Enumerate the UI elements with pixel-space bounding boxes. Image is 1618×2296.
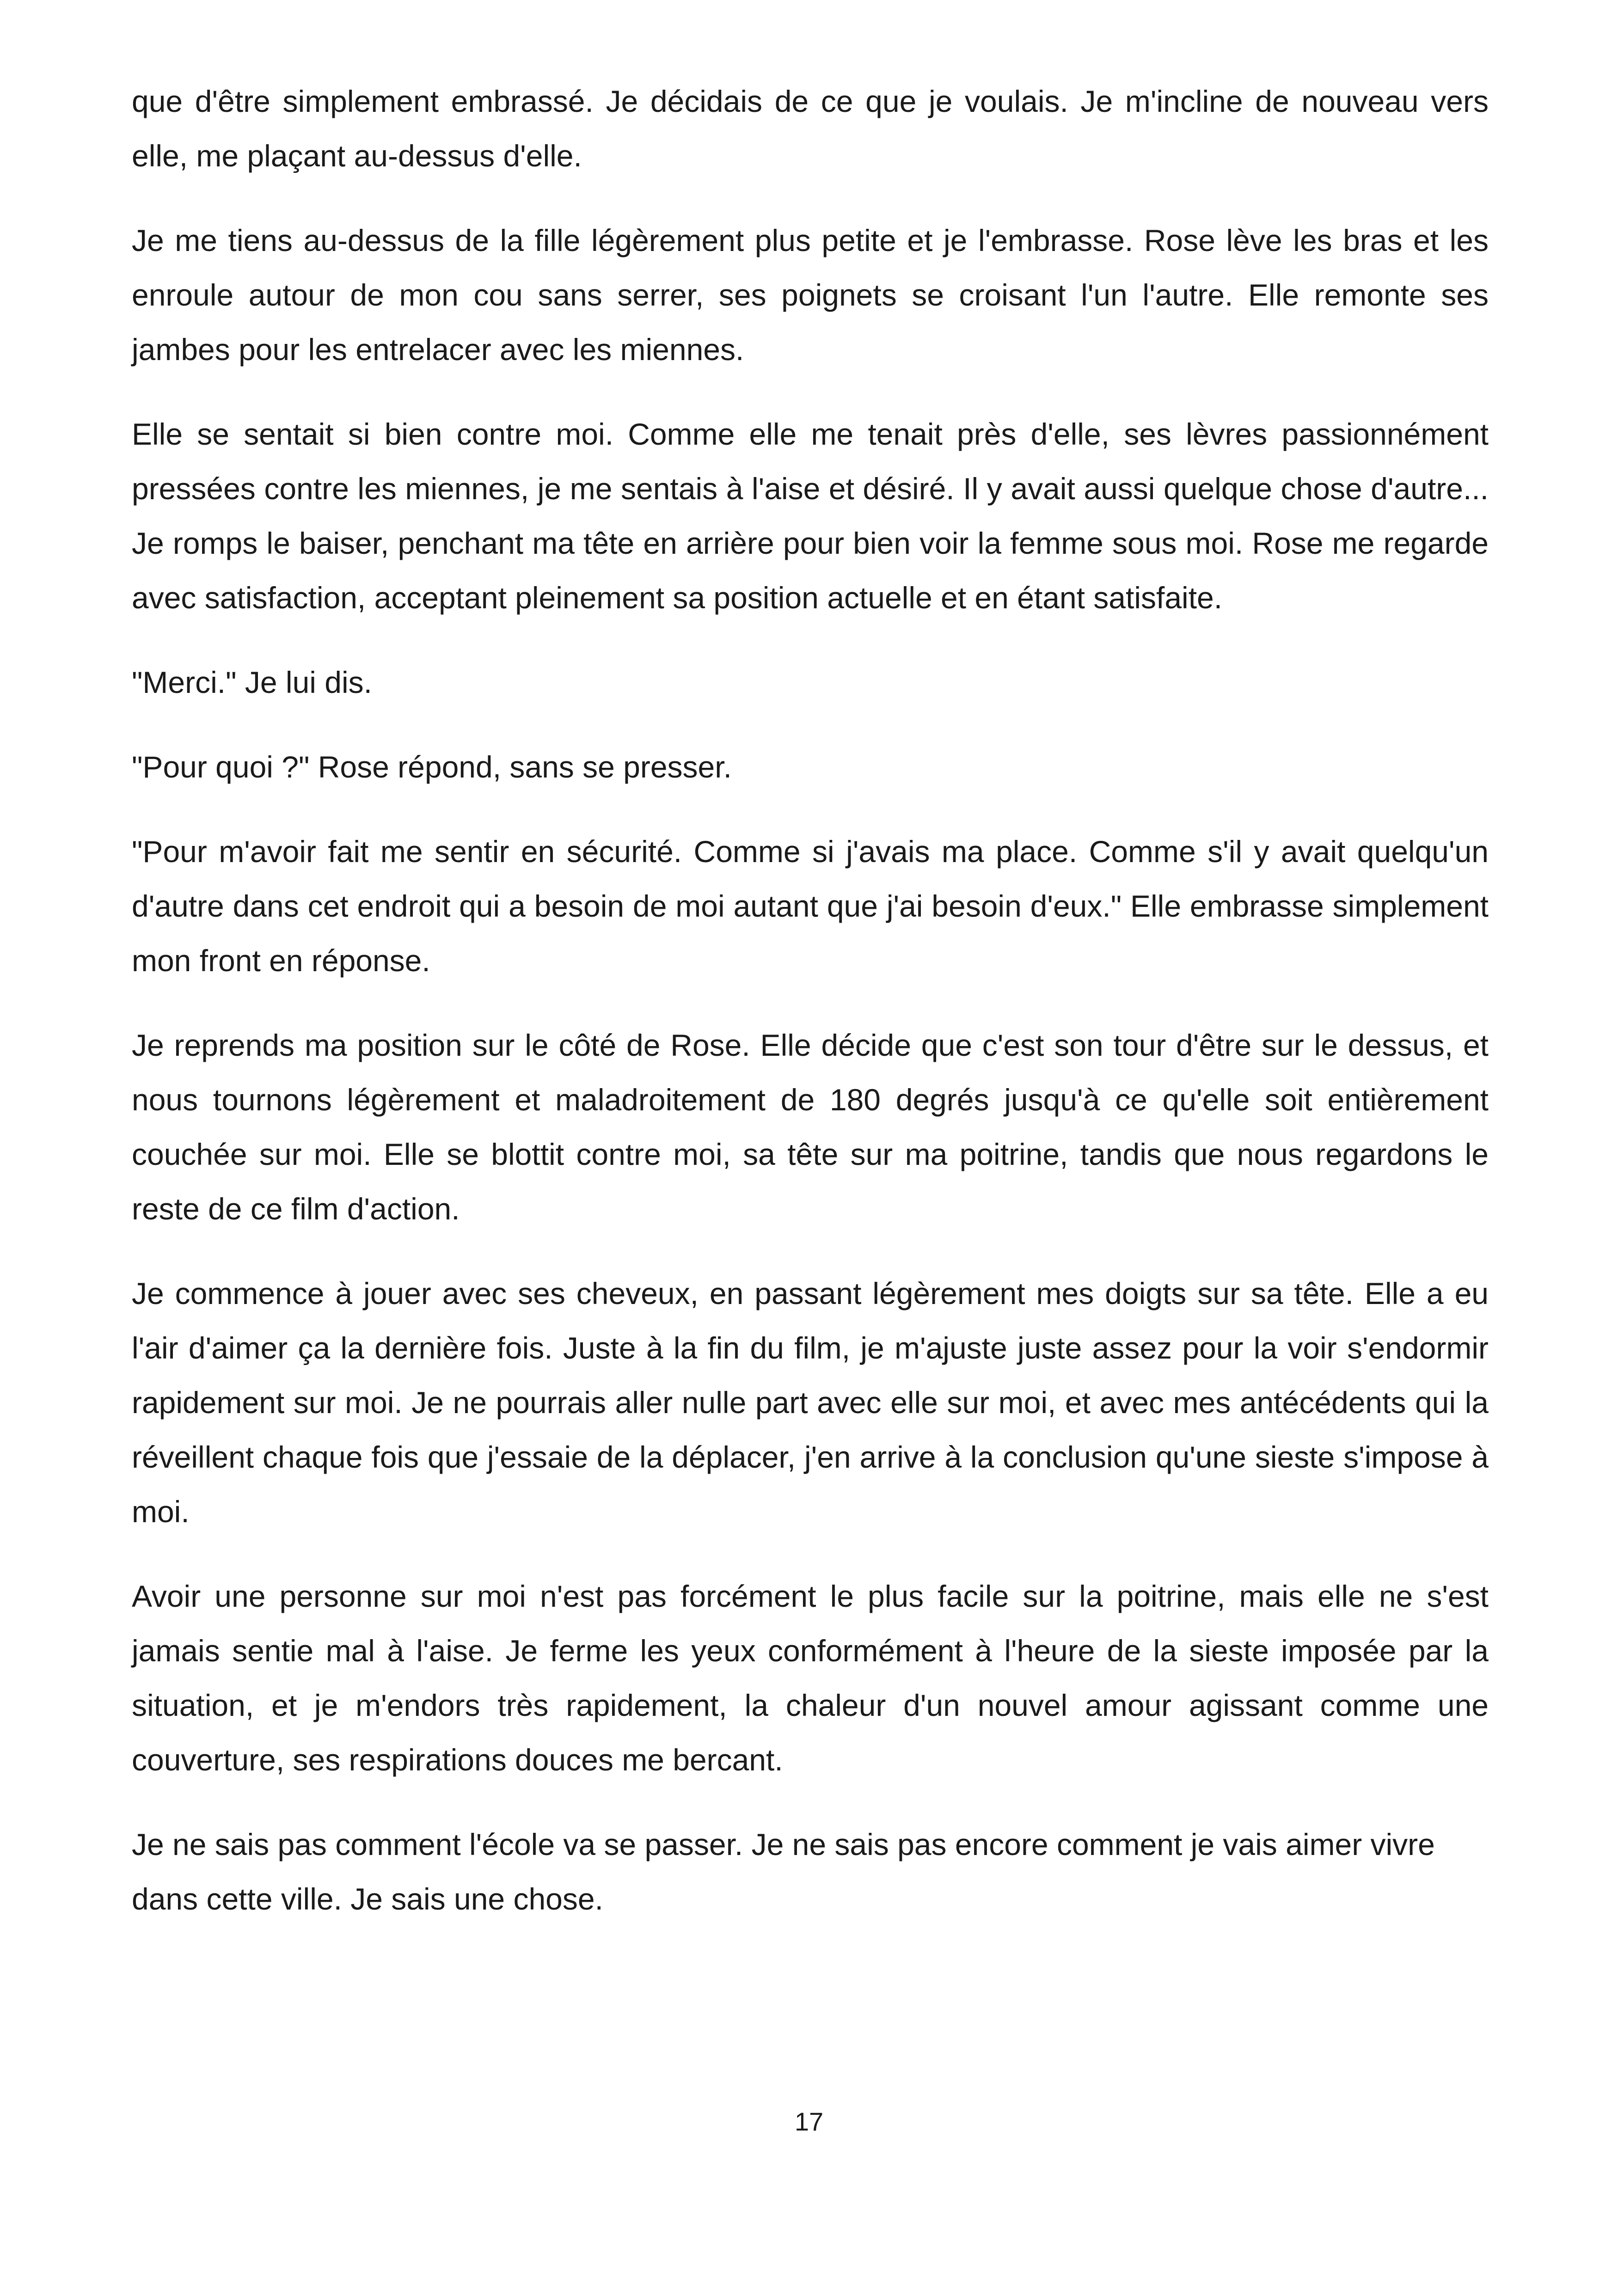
paragraph-7: Je reprends ma position sur le côté de Rose. Elle décide que c'est son tour d'être sur le dessus, et nous tournons légèrement et maladroitement de 180 degrés jusqu'à ce qu'elle soit entièrement couchée sur moi. Elle se blottit contre moi, sa tête sur ma poitrine, tandis que nous regardons le reste de ce film d'action. bbox=[132, 1028, 1489, 1226]
paragraph-1: que d'être simplement embrassé. Je décidais de ce que je voulais. Je m'incline de nouveau vers elle, me plaçant au-dessus d'elle. bbox=[132, 84, 1489, 173]
paragraph-4: "Merci." Je lui dis. bbox=[132, 665, 372, 699]
paragraph-3: Elle se sentait si bien contre moi. Comme elle me tenait près d'elle, ses lèvres passionnément pressées contre les miennes, je me sentais à l'aise et désiré. Il y avait aussi quelque chose d'autre... Je romps le baiser, penchant ma tête en arrière pour bien voir la femme sous moi. Rose me regarde avec satisfaction, acceptant pleinement sa position actuelle et en étant satisfaite. bbox=[132, 417, 1489, 615]
paragraph-6: "Pour m'avoir fait me sentir en sécurité. Comme si j'avais ma place. Comme s'il y avait quelqu'un d'autre dans cet endroit qui a besoin de moi autant que j'ai besoin d'eux." Elle embrasse simplement mon front en réponse. bbox=[132, 834, 1489, 978]
paragraph-8: Je commence à jouer avec ses cheveux, en passant légèrement mes doigts sur sa tête. Elle a eu l'air d'aimer ça la dernière fois. Juste à la fin du film, je m'ajuste juste assez pour la voir s'endormir rapidement sur moi. Je ne pourrais aller nulle part avec elle sur moi, et avec mes antécédents qui la réveillent chaque fois que j'essaie de la déplacer, j'en arrive à la conclusion qu'une sieste s'impose à moi. bbox=[132, 1276, 1489, 1529]
paragraph-9: Avoir une personne sur moi n'est pas forcément le plus facile sur la poitrine, mais elle ne s'est jamais sentie mal à l'aise. Je ferme les yeux conformément à l'heure de la sieste imposée par la situation, et je m'endors très rapidement, la chaleur d'un nouvel amour agissant comme une couverture, ses respirations douces me bercant. bbox=[132, 1579, 1489, 1777]
page-number: 17 bbox=[794, 2107, 824, 2136]
paragraph-10: Je ne sais pas comment l'école va se passer. Je ne sais pas encore comment je vais aimer vivre dans cette ville. Je sais une chose. bbox=[132, 1827, 1435, 1916]
body-text bbox=[132, 74, 1489, 1956]
paragraph-5: "Pour quoi ?" Rose répond, sans se presser. bbox=[132, 750, 732, 784]
paragraph-2: Je me tiens au-dessus de la fille légèrement plus petite et je l'embrasse. Rose lève les bras et les enroule autour de mon cou sans serrer, ses poignets se croisant l'un l'autre. Elle remonte ses jambes pour les entrelacer avec les miennes. bbox=[132, 223, 1489, 367]
